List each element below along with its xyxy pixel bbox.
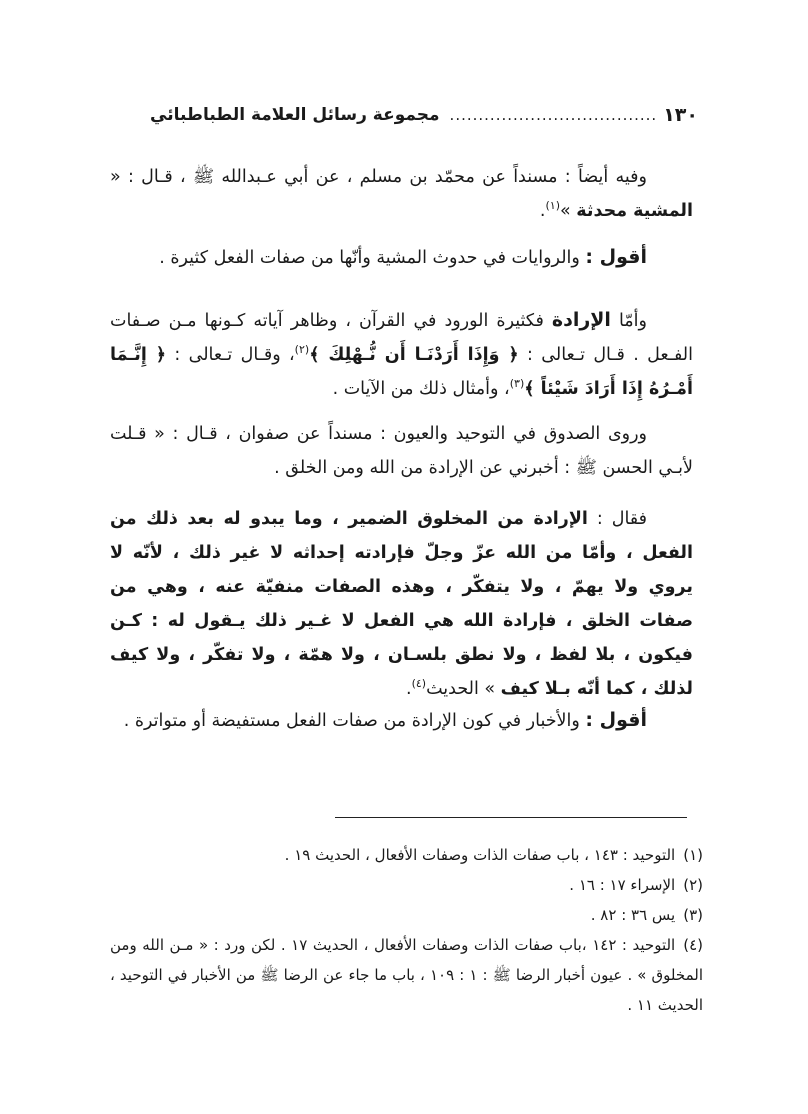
quote-close: » (560, 201, 577, 221)
paragraph-text: والأخبار في كون الإرادة من صفات الفعل مستفيضة أو متواترة . (123, 711, 586, 731)
footnote-ref-3: (٣) (509, 377, 525, 391)
footnote-text: التوحيد : ١٤٣ ، باب صفات الذات وصفات الأفعال ، الحديث ١٩ . (284, 846, 676, 864)
footnote-3 (110, 900, 703, 930)
footnote-4 (110, 930, 703, 1020)
paragraph-imam-answer (110, 502, 693, 706)
paragraph-text: وروى الصدوق في التوحيد والعيون : مسنداً عن صفوان ، قـال : « قـلت لأبـي الحسن ﷺ : أخبرني عن الإرادة من الله ومن الخلق . (110, 424, 693, 478)
quoted-hadith: الإرادة من المخلوق الضمير ، وما يبدو له بعد ذلك من الفعل ، وأمّا من الله عزّ وجلّ فإرادته إحداثه لا غير ذلك ، لأنّه لا يروي ولا يهمّ ، ولا يتفكّر ، وهذه الصفات منفيّة عنه ، وهي من صفات الخلق ، فإرادة الله هي الفعل لا غـير ذلك يـقول له : كـن فيكون ، بلا لفظ ، ولا نطق بلسـان ، ولا همّة ، ولا تفكّر ، ولا كيف لذلك ، كما أنّه بـلا كيف (110, 509, 693, 699)
footnote-number: (١) (683, 846, 703, 864)
period: . (539, 201, 546, 221)
aqul-label: أقول : (585, 709, 647, 731)
footnote-text: الإسراء ١٧ : ١٦ . (569, 876, 676, 894)
footnote-number: (٢) (683, 876, 703, 894)
paragraph-irada-quran (110, 303, 693, 406)
running-header (110, 100, 698, 130)
page-number: ١٣٠ (663, 104, 698, 126)
footnote-text: يس ٣٦ : ٨٢ . (590, 906, 676, 924)
paragraph-text: فكثيرة الورود في القرآن ، وظاهر آياته كـونها مـن صـفات الفـعل . قـال تـعالى : (110, 311, 694, 365)
irada-keyword: الإرادة (551, 309, 611, 331)
paragraph-text: ، وقـال تـعالى : (166, 345, 295, 365)
paragraph-aqul-1 (110, 240, 693, 275)
paragraph-text: ، وأمثال ذلك من الآيات . (332, 379, 510, 399)
period: . (406, 679, 412, 699)
quoted-hadith: المشية محدثة (576, 201, 693, 221)
quote-close: » الحديث (426, 679, 501, 699)
footnote-separator (335, 817, 687, 818)
footnote-ref-1: (١) (545, 199, 561, 213)
footnote-ref-2: (٢) (294, 343, 310, 357)
footnote-2 (110, 870, 703, 900)
footnote-text: التوحيد : ١٤٢ ،باب صفات الذات وصفات الأفعال ، الحديث ١٧ . لكن ورد : « مـن الله ومن المخلوق » . عيون أخبار الرضا ﷺ : ١ : ١٠٩ ، باب ما جاء عن الرضا ﷺ من الأخبار في التوحيد ، الحديث ١١ . (110, 936, 703, 1014)
aqul-label: أقول : (585, 246, 647, 268)
quran-verse-1: ﴿ وَإِذَا أَرَدْنَـا أَن نُّـهْلِكَ ﴾ (309, 345, 519, 365)
footnote-number: (٣) (683, 906, 703, 924)
footnote-1 (110, 840, 703, 870)
footnote-number: (٤) (683, 936, 703, 954)
paragraph-text: فقال : (587, 509, 647, 529)
paragraph-text: وفيه أيضاً : مسنداً عن محمّد بن مسلم ، عن أبي عـبدالله ﷺ ، قـال : « (110, 167, 647, 187)
book-title: مجموعة رسائل العلامة الطباطبائي (150, 105, 440, 125)
paragraph-mashiya-hadith (110, 160, 693, 228)
paragraph-aqul-2 (110, 703, 693, 738)
quran-verse-2: ﴿ إِنَّـمَا أَمْـرُهُ إِذَا أَرَادَ شَيْئاً ﴾ (110, 345, 693, 399)
footnote-ref-4: (٤) (411, 677, 427, 691)
paragraph-saduq-narration (110, 417, 693, 485)
paragraph-text: وأمّا (610, 311, 647, 331)
paragraph-text: والروايات في حدوث المشية وأنّها من صفات الفعل كثيرة . (159, 248, 586, 268)
header-leader-dots: .................................... (449, 106, 658, 124)
